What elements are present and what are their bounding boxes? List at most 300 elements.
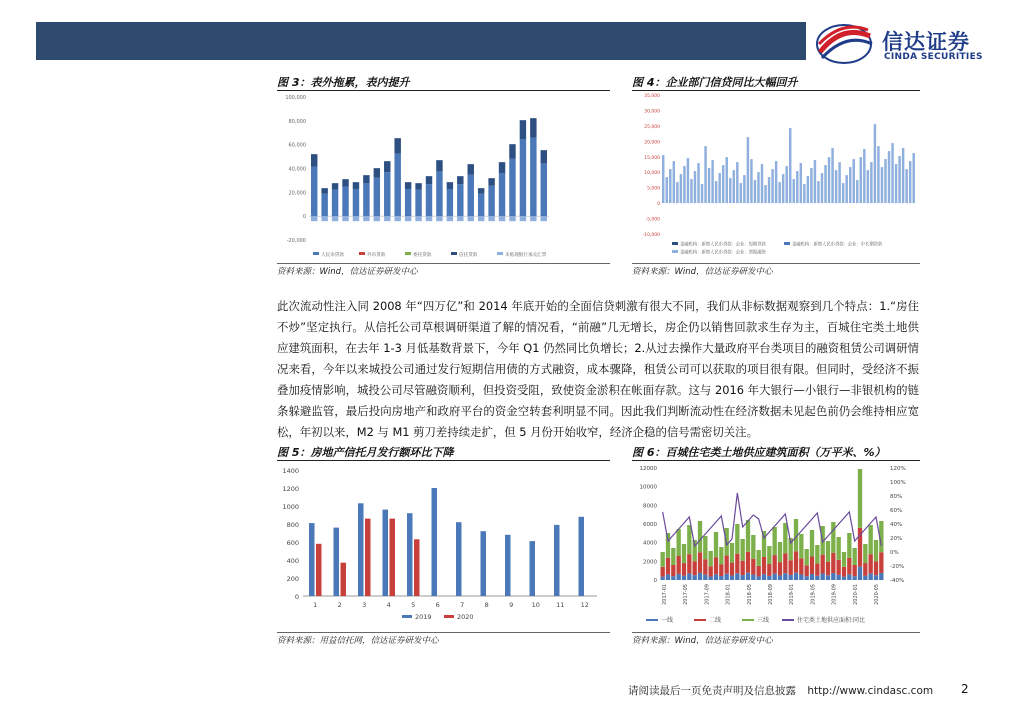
fig4-y-tick-label: 10,000 [644, 171, 660, 177]
fig6-bar-tier1 [815, 576, 819, 580]
fig6-bar-tier1 [725, 574, 729, 580]
fig4-y-tick-label: -10,000 [642, 233, 660, 238]
fig3-bar-other-financing [353, 182, 359, 189]
fig4-bar [782, 174, 784, 203]
fig6-bar-tier2 [677, 556, 681, 574]
fig6-bar-tier2 [837, 560, 841, 575]
fig6-bar-tier3 [661, 552, 665, 567]
fig3-legend-label: 人民币贷款 [321, 253, 344, 258]
fig4-bar [821, 173, 823, 203]
fig6-bar-tier1 [842, 577, 846, 580]
fig5-y-tick-label: 1200 [282, 485, 299, 493]
fig3-bar-other-financing [468, 164, 474, 174]
figure-6-source: 资料来源：Wind，信达证券研发中心 [632, 636, 773, 646]
figure-5-title: 图 5：房地产信托月发行额环比下降 [277, 446, 454, 459]
fig6-bar-tier2 [799, 558, 803, 574]
fig4-bar [708, 168, 710, 203]
fig5-x-tick-label: 12 [580, 601, 589, 609]
fig4-bar [711, 160, 713, 203]
fig3-y-tick-label: 60,000 [288, 142, 306, 149]
fig3-bar-other-financing [384, 161, 390, 172]
fig5-bar-2019 [481, 531, 487, 596]
fig3-bar-other-financing [321, 188, 327, 194]
fig6-bar-tier1 [858, 567, 862, 580]
fig5-legend-swatch [402, 615, 412, 618]
fig6-y2-tick-label: 120% [890, 466, 906, 472]
fig4-y-tick-label: 30,000 [644, 109, 660, 115]
fig6-bar-tier2 [815, 564, 819, 576]
fig3-bar-negative-part [363, 216, 369, 221]
fig4-bar [757, 172, 759, 203]
fig5-bar-2019 [358, 503, 364, 596]
fig3-bar-negative-part [332, 216, 338, 221]
fig6-bar-tier3 [682, 544, 686, 563]
fig6-y2-tick-label: 40% [890, 522, 903, 528]
footer-url[interactable]: http://www.cindasc.com [807, 685, 934, 697]
logo-english-name: CINDA SECURITIES [884, 52, 983, 62]
figure-6-title: 图 6：百城住宅类土地供应建筑面积（万平米、%） [632, 446, 886, 459]
fig5-x-tick-label: 10 [531, 601, 540, 609]
fig3-legend-label: 委托贷款 [413, 253, 432, 258]
fig4-bar [676, 182, 678, 203]
fig5-bar-2020 [341, 563, 347, 596]
figure-4-chart [632, 92, 920, 262]
fig6-x-tick-label: 2017-05 [683, 584, 690, 605]
fig6-legend-swatch [646, 619, 658, 621]
fig5-bar-2019 [554, 525, 560, 596]
header-band [36, 22, 806, 60]
fig3-bar-other-financing [332, 183, 338, 190]
fig6-bar-tier3 [874, 540, 878, 561]
fig3-bar-rmb-loan [488, 186, 494, 216]
logo-chinese-name: 信达证券 [882, 30, 970, 54]
fig6-bar-tier3 [671, 548, 675, 565]
fig5-legend-label: 2020 [457, 613, 474, 621]
body-paragraph: 此次流动性注入同 2008 年“四万亿”和 2014 年底开始的全面信贷刺激有很大不同，我们从非标数据观察到几个特点：1.“房住不炒”坚定执行。从信托公司草根调研渠道了解的情况看，“前融”几无增长，房企仍以销售回款求生存为主，百城住宅类土地供应建筑面积，在去年 1-3 月低基数背景下，今年 Q1 仍然同比负增长；2.从过去操作大量政府平台类项目的融资租赁公司调研情况来看，今年以来城投公司通过发行短期信用债的方式融资，成本骤降，租赁公司可以获取的项目很有限。但同时，受经济不振叠加疫情影响，城投公司尽管融资顺利，但投资受阻，致使资金淤积在帐面存款。这与 2016 年大银行—小银行—非银机构的链条躲避监管，最后投向房地产和政府平台的资金空转套利明显不同。因此我们判断流动性在经济数据未见起色前仍会维持相应宽松，年初以来，M2 与 M1 剪刀差持续走扩，但 5 月份开始收窄，经济企稳的信号需密切关注。 [277, 299, 919, 439]
fig4-bar [673, 161, 675, 203]
fig6-bar-tier2 [682, 563, 686, 576]
fig6-bar-tier1 [751, 575, 755, 580]
fig6-x-tick-label: 2019-05 [810, 584, 817, 605]
fig6-bar-tier2 [709, 566, 713, 576]
fig4-bar [838, 162, 840, 203]
fig4-bar [764, 185, 766, 203]
fig3-legend-swatch [359, 252, 365, 255]
fig6-y2-tick-label: 0% [890, 550, 899, 556]
fig4-bar [853, 159, 855, 203]
fig6-bar-tier1 [757, 576, 761, 580]
fig4-bar [845, 175, 847, 203]
fig6-bar-tier2 [805, 565, 809, 576]
fig6-bar-tier1 [714, 574, 718, 580]
fig6-bar-tier1 [693, 575, 697, 580]
fig3-bar-other-financing [394, 138, 400, 154]
fig4-bar [824, 165, 826, 203]
fig4-bar [750, 159, 752, 203]
fig3-bar-rmb-loan [374, 178, 380, 216]
fig3-legend-swatch [451, 252, 457, 255]
fig6-bar-tier1 [661, 577, 665, 580]
fig3-bar-other-financing [415, 183, 421, 190]
fig6-y-tick-label: 8000 [643, 503, 657, 510]
fig6-bar-tier1 [783, 573, 787, 580]
fig6-bar-tier3 [687, 525, 691, 554]
fig3-bar-negative-part [447, 216, 453, 221]
fig6-bar-tier2 [863, 563, 867, 576]
fig5-bar-2019 [456, 522, 462, 596]
fig6-bar-tier3 [847, 533, 851, 558]
fig3-bar-negative-part [311, 216, 317, 221]
fig6-legend-swatch [782, 619, 794, 621]
fig6-bar-tier1 [666, 574, 670, 580]
fig6-bar-tier3 [842, 552, 846, 567]
fig6-bar-tier3 [735, 524, 739, 554]
fig6-bar-tier1 [821, 574, 825, 580]
fig5-bar-2020 [390, 519, 396, 596]
fig3-bar-rmb-loan [509, 159, 515, 217]
cinda-logo [812, 22, 992, 66]
fig3-bar-negative-part [499, 216, 505, 221]
fig6-x-tick-label: 2018-01 [725, 584, 732, 605]
fig3-bar-rmb-loan [384, 172, 390, 216]
fig4-bar [704, 146, 706, 203]
figure-3-top-rule [277, 90, 610, 91]
fig6-bar-tier2 [879, 552, 883, 573]
fig3-bar-other-financing [374, 168, 380, 178]
fig6-bar-tier2 [714, 557, 718, 574]
figure-5-source: 资料来源：用益信托网，信达证券研发中心 [277, 636, 439, 646]
fig5-y-tick-label: 200 [286, 575, 299, 583]
fig5-legend-label: 2019 [415, 613, 432, 621]
fig4-bar [803, 184, 805, 203]
fig5-bar-2019 [505, 535, 511, 596]
fig3-bar-other-financing [499, 162, 505, 173]
fig4-y-tick-label: -5,000 [645, 217, 660, 223]
fig6-y2-tick-label: -40% [890, 578, 905, 584]
fig6-bar-tier2 [666, 558, 670, 574]
fig6-bar-tier3 [837, 537, 841, 560]
fig6-legend-label: 住宅类土地供应面积:同比 [797, 617, 866, 624]
fig4-bar [831, 148, 833, 203]
figure-4-top-rule [632, 90, 920, 91]
fig4-bar [807, 176, 809, 203]
fig6-bar-tier1 [730, 576, 734, 580]
fig4-bar [860, 157, 862, 203]
fig4-bar [902, 148, 904, 203]
cinda-globe-icon [812, 22, 878, 66]
fig6-bar-tier2 [773, 555, 777, 574]
fig6-bar-tier1 [682, 576, 686, 580]
figure-4-title: 图 4：企业部门信贷同比大幅回升 [632, 76, 798, 89]
fig6-bar-tier2 [719, 564, 723, 576]
fig6-bar-tier1 [762, 574, 766, 580]
fig4-bar [789, 128, 791, 203]
fig6-bar-tier1 [831, 573, 835, 580]
fig6-legend-label: 三线 [757, 617, 770, 624]
fig6-y-tick-label: 0 [653, 578, 657, 584]
fig3-bar-negative-part [342, 216, 348, 221]
fig6-bar-tier1 [810, 574, 814, 580]
fig4-bar [683, 166, 685, 203]
fig3-bar-other-financing [520, 120, 526, 139]
fig6-bar-tier2 [735, 554, 739, 574]
fig6-bar-tier1 [671, 576, 675, 580]
fig4-bar [701, 184, 703, 203]
fig3-legend-label: 信托贷款 [459, 253, 478, 258]
fig3-bar-rmb-loan [478, 194, 484, 216]
fig3-bar-negative-part [384, 216, 390, 221]
fig6-bar-tier2 [767, 564, 771, 576]
fig5-x-tick-label: 5 [411, 601, 416, 609]
fig5-y-tick-label: 1000 [282, 503, 299, 511]
fig5-x-tick-label: 7 [460, 601, 465, 609]
fig3-bar-negative-part [457, 216, 463, 221]
footer [628, 683, 933, 698]
fig3-bar-other-financing [342, 179, 348, 186]
fig6-bar-tier2 [826, 562, 830, 576]
fig6-bar-tier1 [863, 576, 867, 580]
fig4-bar [754, 180, 756, 203]
fig3-bar-rmb-loan [363, 183, 369, 216]
fig3-bar-rmb-loan [415, 190, 421, 216]
figure-5-bottom-rule [277, 632, 610, 633]
fig5-x-tick-label: 1 [313, 601, 318, 609]
fig4-bar [814, 160, 816, 203]
fig4-bar [909, 161, 911, 203]
fig4-y-tick-label: 15,000 [644, 155, 660, 161]
fig4-bar [726, 157, 728, 203]
fig6-bar-tier1 [869, 573, 873, 580]
fig3-bar-negative-part [394, 216, 400, 221]
fig6-bar-tier1 [709, 577, 713, 580]
fig3-y-tick-label: 100,000 [285, 95, 306, 101]
fig6-bar-tier2 [698, 552, 702, 573]
fig6-y-tick-label: 6000 [643, 522, 657, 528]
fig6-bar-tier2 [762, 557, 766, 574]
fig6-bar-tier1 [874, 575, 878, 580]
fig6-bar-tier2 [847, 558, 851, 574]
fig6-y-tick-label: 12000 [639, 466, 657, 472]
fig6-bar-tier3 [853, 548, 857, 565]
figure-3-title: 图 3：表外拖累，表内提升 [277, 76, 410, 89]
fig3-bar-other-financing [311, 154, 317, 166]
fig6-bar-tier2 [751, 559, 755, 575]
figure-3-chart [277, 92, 610, 262]
fig4-bar [733, 170, 735, 203]
fig6-bar-tier1 [773, 574, 777, 580]
fig3-bar-rmb-loan [311, 167, 317, 217]
fig4-legend-swatch [784, 242, 790, 245]
fig4-bar [895, 164, 897, 203]
fig6-bar-tier2 [821, 555, 825, 574]
figure-3-bottom-rule [277, 263, 610, 264]
fig3-bar-other-financing [405, 182, 411, 189]
fig6-y2-tick-label: 100% [890, 480, 906, 486]
fig5-x-tick-label: 3 [362, 601, 367, 609]
fig3-y-tick-label: 20,000 [288, 190, 306, 197]
page-number: 2 [961, 682, 969, 696]
fig3-bar-rmb-loan [499, 173, 505, 216]
fig6-bar-tier1 [847, 574, 851, 580]
fig6-x-tick-label: 2017-01 [662, 584, 668, 605]
fig6-x-tick-label: 2017-09 [704, 584, 711, 605]
fig4-bar [736, 162, 738, 203]
fig6-bar-tier2 [869, 554, 873, 573]
fig3-legend-label: 未贴现银行承兑汇票 [505, 253, 547, 258]
fig3-bar-rmb-loan [342, 187, 348, 217]
fig6-bar-tier3 [757, 550, 761, 566]
fig3-bar-negative-part [353, 216, 359, 221]
fig6-bar-tier3 [810, 530, 814, 557]
fig4-y-tick-label: 20,000 [644, 140, 660, 146]
fig3-bar-rmb-loan [457, 184, 463, 216]
fig4-bar [771, 169, 773, 203]
fig6-x-tick-label: 2020-05 [874, 584, 880, 605]
fig3-bar-other-financing [363, 175, 369, 183]
fig5-bar-2019 [530, 541, 536, 596]
fig6-bar-tier1 [767, 576, 771, 580]
fig6-bar-tier2 [703, 559, 707, 574]
fig4-bar [842, 183, 844, 203]
fig5-bar-2019 [309, 523, 315, 596]
fig6-x-tick-label: 2019-01 [789, 584, 796, 605]
fig4-bar [881, 167, 883, 203]
fig4-legend-label: 金融机构：新增人民币贷款：企业：中长期贷款 [792, 242, 883, 248]
fig6-bar-tier2 [853, 565, 857, 576]
fig4-bar [828, 157, 830, 203]
fig6-bar-tier3 [709, 551, 713, 566]
fig6-legend-swatch [694, 619, 706, 621]
figure-3-source: 资料来源：Wind，信达证券研发中心 [277, 267, 418, 277]
fig6-bar-tier2 [757, 566, 761, 577]
fig6-bar-tier2 [789, 560, 793, 575]
fig6-bar-tier3 [666, 533, 670, 558]
figure-6-svg [632, 462, 920, 632]
fig6-bar-tier3 [767, 546, 771, 564]
fig4-bar [669, 169, 671, 203]
fig6-y2-tick-label: -20% [890, 564, 905, 570]
footer-disclaimer: 请阅读最后一页免责声明及信息披露 [628, 685, 796, 697]
fig6-bar-tier2 [783, 553, 787, 573]
fig3-y-tick-label: 40,000 [288, 166, 306, 173]
fig4-y-tick-label: 0 [657, 202, 660, 208]
fig4-legend-swatch [672, 250, 678, 253]
fig6-legend-swatch [742, 619, 754, 621]
fig6-bar-tier3 [831, 522, 835, 553]
fig4-bar [662, 155, 664, 203]
fig6-bar-tier1 [687, 573, 691, 580]
figure-5-svg [277, 462, 610, 632]
fig4-bar [796, 171, 798, 203]
fig3-bar-other-financing [541, 150, 547, 163]
figure-3-svg [277, 92, 610, 262]
fig3-bar-other-financing [447, 182, 453, 189]
fig4-bar [905, 169, 907, 203]
fig4-bar [761, 164, 763, 203]
fig4-bar [898, 156, 900, 203]
fig3-bar-negative-part [426, 216, 432, 221]
fig3-bar-other-financing [530, 118, 536, 138]
fig4-bar [884, 159, 886, 203]
figure-4-svg [632, 92, 920, 262]
fig6-bar-tier3 [815, 545, 819, 564]
fig4-bar [793, 179, 795, 203]
fig3-bar-negative-part [415, 216, 421, 221]
fig3-bar-rmb-loan [426, 184, 432, 216]
fig6-y-tick-label: 2000 [643, 559, 657, 566]
fig6-bar-tier2 [671, 565, 675, 576]
fig6-bar-tier1 [799, 574, 803, 580]
fig4-bar [747, 137, 749, 203]
fig3-bar-other-financing [457, 176, 463, 184]
fig4-bar [856, 180, 858, 203]
fig6-bar-tier2 [778, 562, 782, 575]
fig5-y-tick-label: 1400 [282, 467, 299, 475]
fig3-bar-negative-part [405, 216, 411, 221]
fig6-bar-tier2 [842, 567, 846, 577]
fig6-bar-tier1 [778, 575, 782, 580]
fig6-bar-tier3 [805, 549, 809, 565]
fig6-bar-tier2 [687, 554, 691, 573]
fig6-bar-tier1 [826, 575, 830, 580]
fig5-legend-swatch [444, 615, 454, 618]
fig3-y-tick-label: 80,000 [288, 118, 306, 125]
fig6-bar-tier3 [698, 521, 702, 552]
fig5-bar-2019 [579, 517, 585, 596]
fig4-bar [849, 167, 851, 203]
fig6-bar-tier3 [799, 534, 803, 558]
fig4-bar [800, 163, 802, 203]
fig6-bar-tier1 [746, 573, 750, 580]
fig4-bar [874, 124, 876, 203]
fig3-bar-negative-part [374, 216, 380, 221]
fig6-bar-tier1 [719, 576, 723, 580]
figure-5-top-rule [277, 460, 610, 461]
fig6-x-tick-label: 2018-05 [746, 584, 753, 605]
fig5-bar-2019 [432, 488, 438, 596]
fig4-bar [718, 173, 720, 203]
fig6-bar-tier2 [693, 561, 697, 575]
figure-6-top-rule [632, 460, 920, 461]
figure-6-chart [632, 462, 920, 632]
fig3-bar-negative-part [488, 216, 494, 221]
figure-4-source: 资料来源：Wind，信达证券研发中心 [632, 267, 773, 277]
fig6-y2-tick-label: 80% [890, 494, 903, 500]
fig5-x-tick-label: 4 [386, 601, 391, 609]
fig4-bar [690, 179, 692, 203]
fig4-bar [888, 151, 890, 203]
fig3-y-tick-label: 0 [302, 214, 306, 221]
figure-6-bottom-rule [632, 632, 920, 633]
fig4-legend-swatch [672, 242, 678, 245]
fig6-bar-tier3 [869, 525, 873, 554]
fig4-bar [810, 168, 812, 203]
fig6-bar-tier2 [741, 561, 745, 575]
fig4-bar [740, 183, 742, 203]
fig6-y-tick-label: 4000 [643, 540, 657, 547]
fig6-bar-tier1 [741, 575, 745, 580]
fig4-bar [877, 146, 879, 203]
fig6-bar-tier1 [677, 574, 681, 580]
fig4-bar [778, 182, 780, 203]
fig4-bar [891, 143, 893, 203]
fig6-bar-tier3 [762, 531, 766, 557]
figure-5-chart [277, 462, 610, 632]
fig6-y2-tick-label: 20% [890, 536, 903, 542]
fig4-legend-label: 金融机构：新增人民币贷款：企业：短期贷款 [680, 242, 766, 248]
fig6-bar-tier1 [698, 573, 702, 580]
fig3-bar-negative-part [436, 216, 442, 221]
